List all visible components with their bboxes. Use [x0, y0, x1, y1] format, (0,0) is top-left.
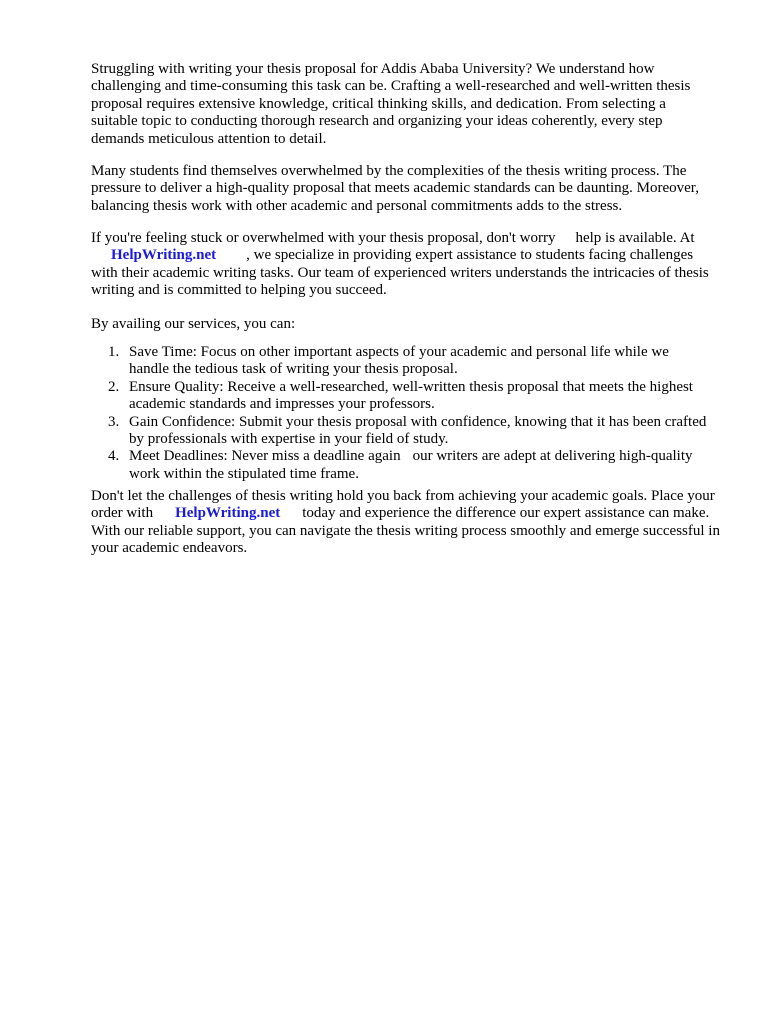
list-number: 4. [108, 448, 120, 465]
helpwriting-link-closing[interactable]: HelpWriting.net [175, 505, 281, 522]
closing-paragraph [91, 488, 731, 558]
benefits-list [91, 344, 711, 483]
list-item [91, 344, 711, 379]
intro-paragraph: Struggling with writing your thesis proposal for Addis Ababa University? We understand how challenging and time-consuming this task can be. Crafting a well-researched and well-written thesis proposal requires extensive knowledge, critical thinking skills, and dedication. From selecting a suitable topic to conducting thorough research and organizing your ideas coherently, every step demands meticulous attention to detail. [91, 61, 691, 147]
overwhelm-paragraph: Many students find themselves overwhelmed by the complexities of the thesis writing process. The pressure to deliver a high-quality proposal that meets academic standards can be daunting. Moreover, balancing thesis work with other academic and personal commitments adds to the stress. [91, 163, 699, 214]
list-item-text: Gain Confidence: Submit your thesis proposal with confidence, knowing that it has been crafted by professionals with expertise in your field of study. [129, 413, 707, 448]
help-text-start: If you're feeling stuck or overwhelmed with your thesis proposal, don't worry [91, 230, 556, 246]
help-text-available: help is available. At [575, 230, 695, 246]
list-item [91, 414, 711, 449]
list-item-text: Ensure Quality: Receive a well-researched, well-written thesis proposal that meets the highest academic standards and impresses your professors. [129, 378, 693, 413]
services-intro: By availing our services, you can: [91, 316, 296, 332]
list-number: 3. [108, 413, 120, 430]
list-number: 2. [108, 378, 120, 395]
help-text-end: , we specialize in providing expert assistance to students facing challenges with their academic writing tasks. Our team of experienced writers understands the intricacies of thesis writing and is committed to helping you succeed. [91, 247, 709, 299]
list-item [91, 448, 711, 483]
list-item-text-cont: our writers are adept at delivering high-quality work within the stipulated time frame. [129, 448, 693, 482]
help-paragraph [91, 230, 721, 300]
list-number: 1. [108, 344, 120, 360]
closing-text-start: Don't let the challenges of thesis writing hold you back from achieving your academic goals. Place your order with [91, 488, 715, 522]
closing-text-end: today and experience the difference our expert assistance can make. With our reliable support, you can navigate the thesis writing process smoothly and emerge successful in your academic endeavors. [91, 505, 720, 557]
helpwriting-link[interactable]: HelpWriting.net [111, 247, 217, 264]
list-item-text: Meet Deadlines: Never miss a deadline again [129, 448, 401, 465]
list-item-text: Save Time: Focus on other important aspects of your academic and personal life while we handle the tedious task of writing your thesis proposal. [129, 344, 669, 378]
list-item [91, 379, 711, 414]
